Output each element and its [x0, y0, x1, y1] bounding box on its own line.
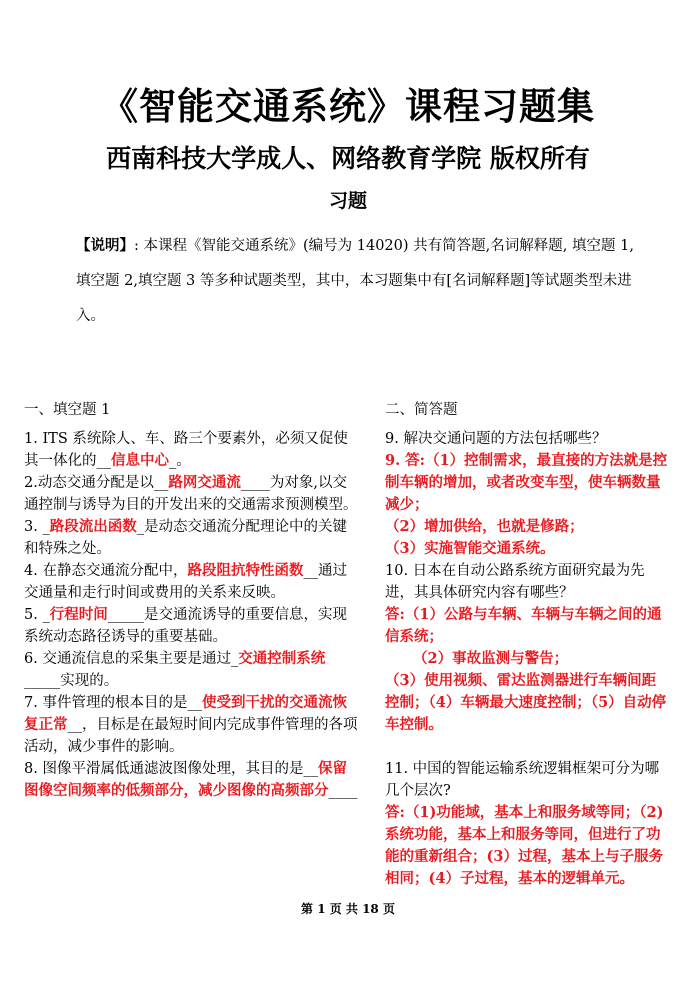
note-lead: 【说明】: [76, 237, 134, 254]
question-9: 9. 解决交通问题的方法包括哪些？: [385, 431, 607, 447]
question-7-answer: 使受到干扰的交通流恢复正常: [24, 694, 347, 733]
question-1-tail: _。: [169, 453, 191, 469]
question-5-answer: 行程时间: [49, 606, 108, 623]
answer-9-line-1: 9. 答:（1）控制需求，最直接的方法就是控制车辆的增加，或者改变车型，使车辆数量减少；: [385, 452, 668, 513]
question-1: [24, 428, 360, 472]
question-2-tail: ____为对象,以交通控制与诱导为目的开发出来的交通需求预测模型。: [24, 475, 358, 513]
question-5: [24, 604, 360, 648]
question-3-tail: _是动态交通流分配理论中的关键和特殊之处。: [24, 519, 347, 557]
question-4-answer: 路段阻抗特性函数: [187, 562, 304, 579]
fill-in-column: [24, 395, 360, 802]
answer-10-line-1: 答:（1）公路与车辆、车辆与车辆之间的通信系统；: [385, 606, 662, 645]
question-2: [24, 472, 360, 516]
question-7-tail: __，目标是在最短时间内完成事件管理的各项活动，减少事件的影响。: [24, 717, 358, 755]
question-6-tail: _____实现的。: [24, 673, 119, 689]
question-5-text: 5. _: [24, 607, 50, 623]
note-text: : 本课程《智能交通系统》(编号为 14020) 共有简答题,名词解释题, 填空题 1,填空题 2,填空题 3 等多种试题类型，其中，本习题集中有[名词解释题]等试题类型未进入。: [76, 238, 634, 324]
question-3-answer: 路段流出函数: [49, 518, 137, 535]
question-8: [24, 758, 360, 802]
spacer: [385, 736, 669, 758]
question-6: [24, 648, 360, 692]
question-2-answer: 路网交通流: [168, 474, 241, 491]
question-3-text: 3. _: [24, 519, 50, 535]
question-4-tail: __通过交通量和走行时间或费用的关系来反映。: [24, 563, 347, 601]
short-answer-heading: 二、简答题: [385, 402, 458, 418]
question-6-text: 6. 交通流信息的采集主要是通过_: [24, 651, 239, 667]
page-footer: 第 1 页 共 18 页: [301, 902, 395, 916]
question-7: [24, 692, 360, 758]
short-answer-column: [385, 395, 669, 890]
question-8-text: 8. 图像平滑属低通滤波图像处理，其目的是__: [24, 761, 318, 777]
document-subtitle: 西南科技大学成人、网络教育学院 版权所有: [106, 144, 590, 173]
answer-9-line-3: （3）实施智能交通系统。: [385, 540, 555, 557]
question-2-text: 2.动态交通分配是以__: [24, 475, 169, 491]
question-1-text: 1. ITS 系统除人、车、路三个要素外，必须又促使其一体化的__: [24, 431, 348, 469]
question-3: [24, 516, 360, 560]
question-10: 10. 日本在自动公路系统方面研究最为先进，其具体研究内容有哪些？: [385, 563, 645, 601]
question-6-answer: 交通控制系统: [238, 650, 326, 667]
answer-10-line-2: （2）事故监测与警告；: [413, 650, 569, 667]
question-8-answer: 保留图像空间频率的低频部分，减少图像的高频部分: [24, 760, 347, 799]
question-5-tail: _____是交通流诱导的重要信息，实现系统动态路径诱导的重要基础。: [24, 607, 347, 645]
question-4: [24, 560, 360, 604]
answer-10-line-3: （3）使用视频、雷达监测器进行车辆间距控制；（4）车辆最大速度控制；（5）自动停车控制。: [385, 672, 667, 733]
question-8-tail: ____: [328, 783, 358, 799]
answer-9-line-2: （2）增加供给，也就是修路；: [385, 518, 584, 535]
question-4-text: 4. 在静态交通流分配中，: [24, 563, 188, 579]
document-title: 《智能交通系统》课程习题集: [101, 84, 595, 128]
question-11: 11. 中国的智能运输系统逻辑框架可分为哪几个层次?: [385, 761, 660, 799]
fill-in-heading: 一、填空题 1: [24, 402, 111, 418]
instructions-note: [76, 228, 636, 334]
section-heading: 习题: [328, 190, 367, 212]
answer-11: 答:（1)功能域，基本上和服务域等同；（2)系统功能，基本上和服务等同，但进行了功能的重新组合；(3）过程，基本上与子服务相同；(4）子过程，基本的逻辑单元。: [385, 804, 664, 887]
question-1-answer: 信息中心: [111, 452, 169, 469]
question-7-text: 7. 事件管理的根本目的是__: [24, 695, 202, 711]
